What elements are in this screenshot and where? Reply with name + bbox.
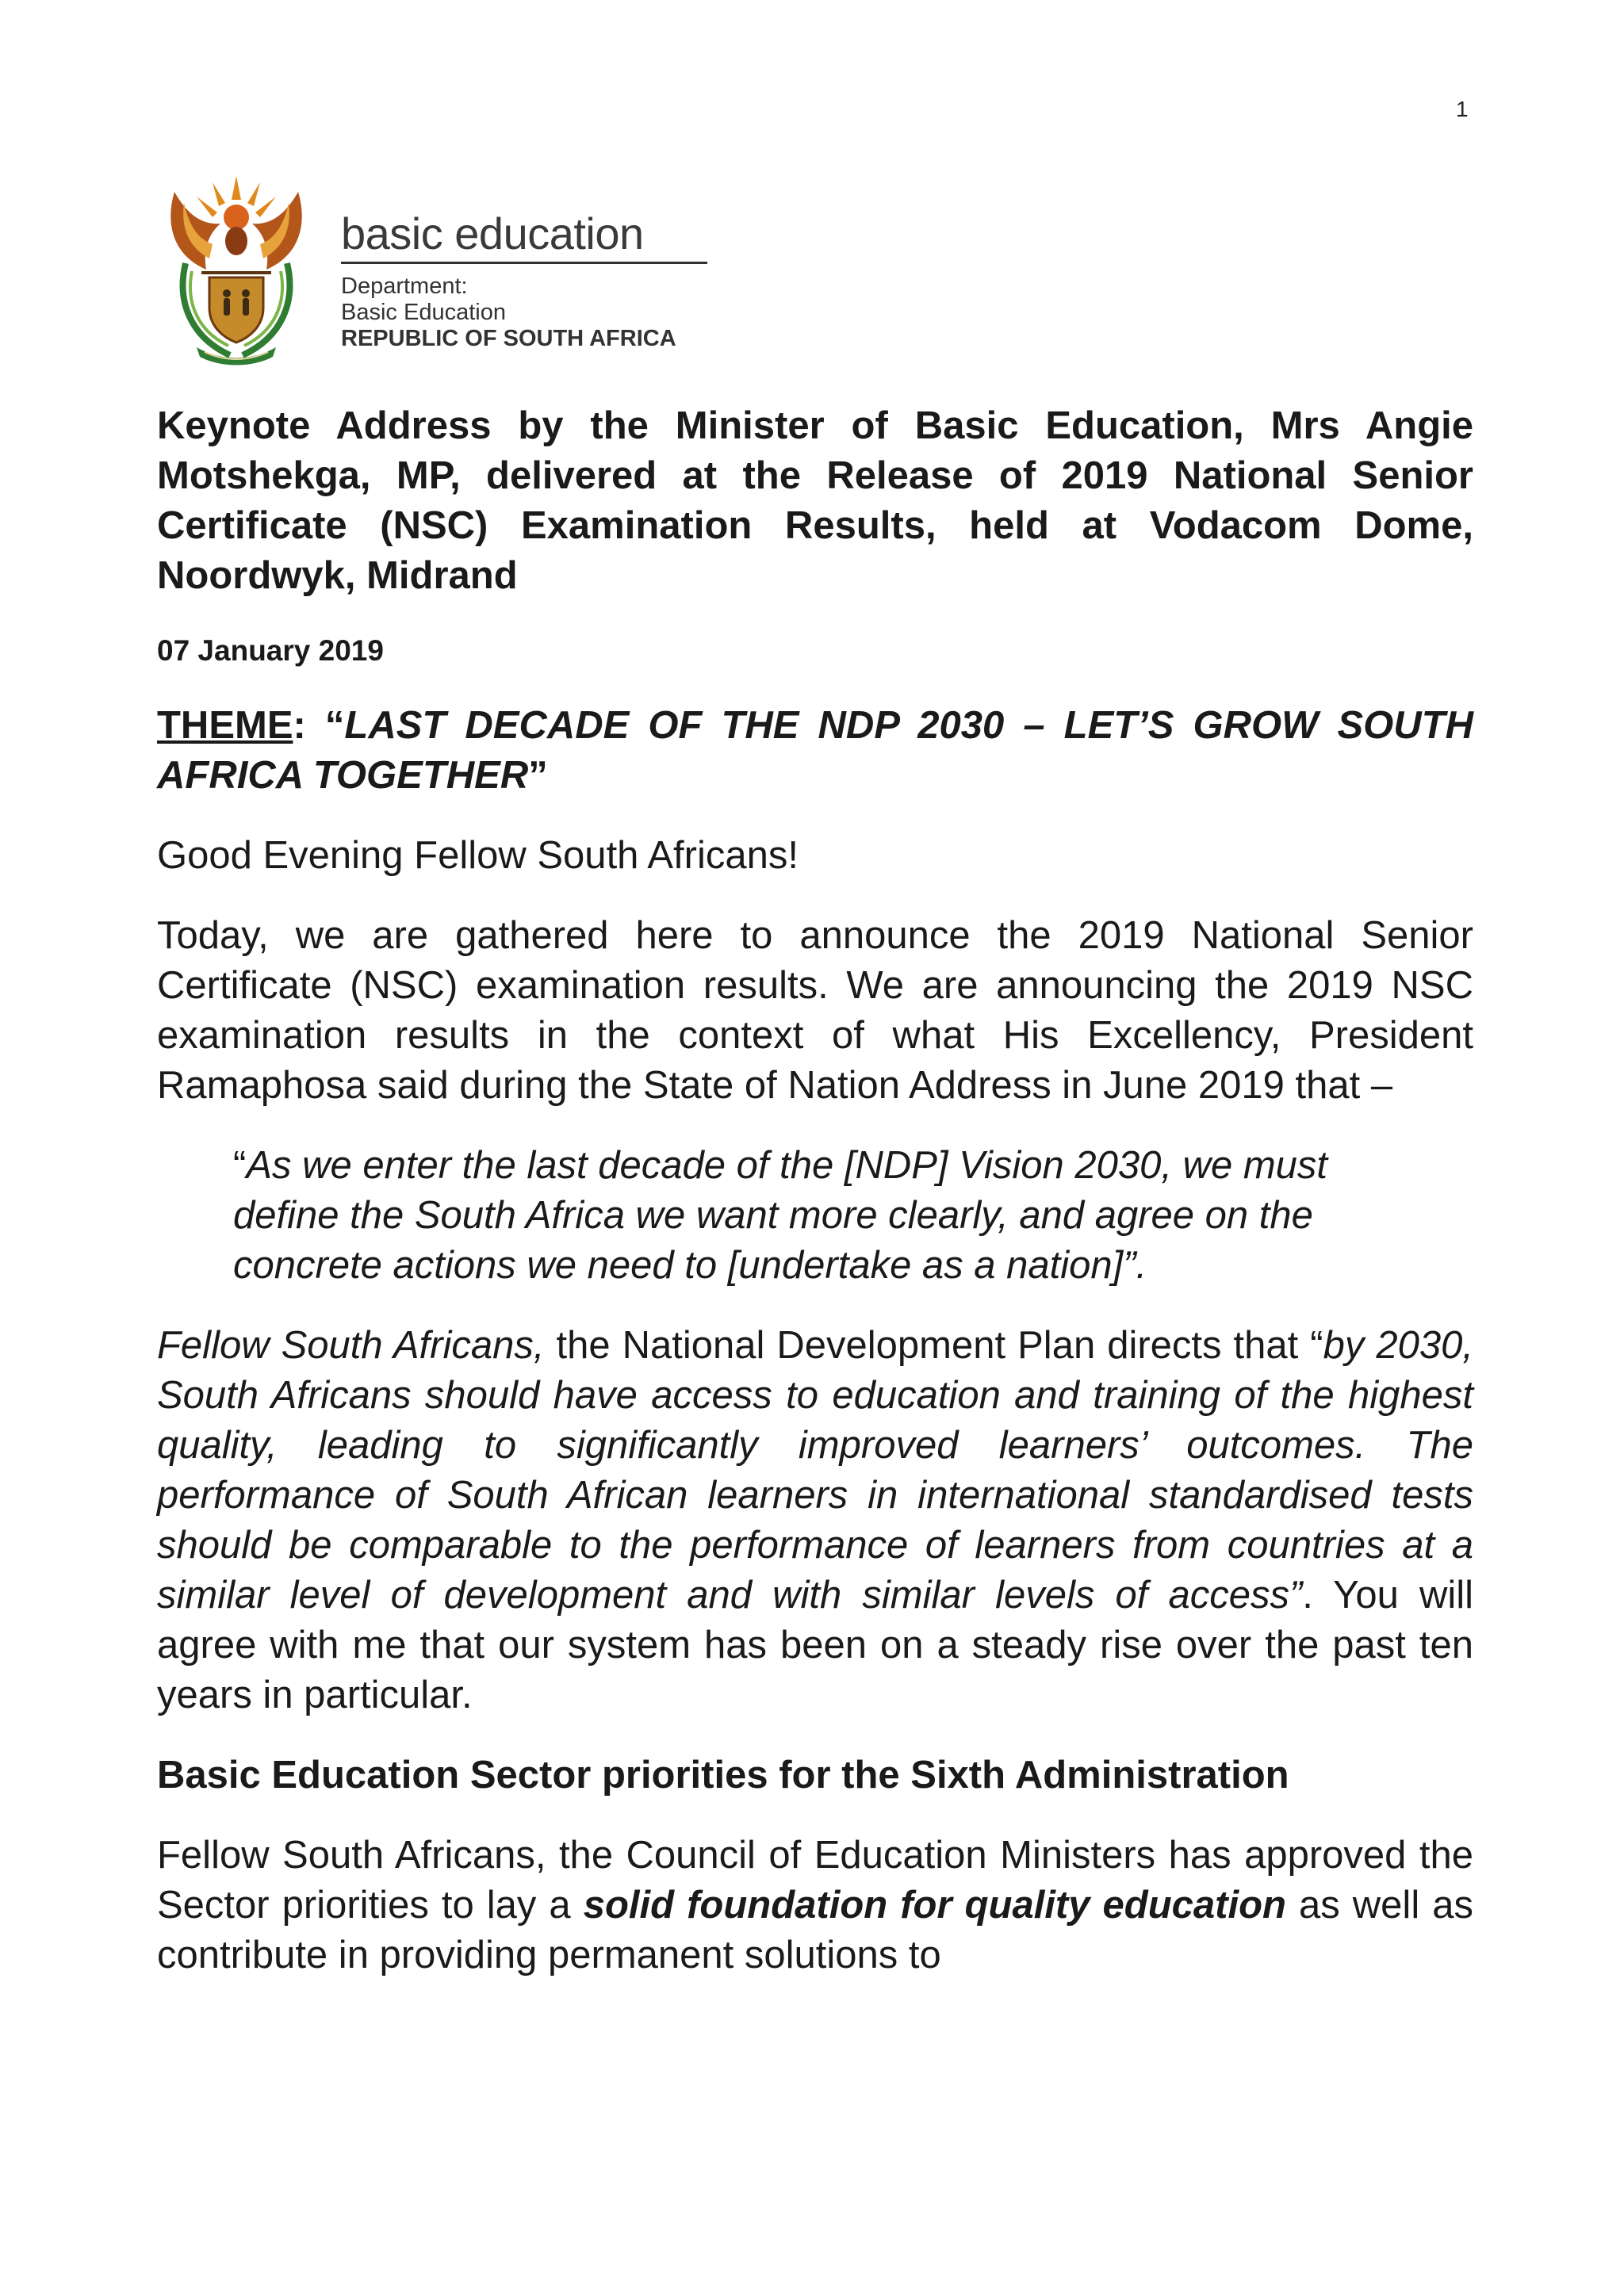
paragraph-intro: Today, we are gathered here to announce the 2019 National Senior Certificate (NSC) examination results. We are announcing the 2019 NSC examination results in the context of what His Excellency, President Ramaphosa said during the State of Nation Address in June 2019 that –	[157, 914, 1473, 1107]
section-heading-priorities: Basic Education Sector priorities for the Sixth Administration	[157, 1754, 1289, 1797]
logo-country: REPUBLIC OF SOUTH AFRICA	[341, 326, 676, 351]
quote-open-mark: “	[233, 1144, 247, 1187]
theme-label: THEME	[157, 704, 293, 747]
greeting: Good Evening Fellow South Africans!	[157, 834, 799, 877]
ndp-lead: Fellow South Africans,	[157, 1324, 545, 1367]
address-date: 07 January 2019	[157, 634, 384, 667]
president-quote	[233, 1141, 1423, 1291]
ndp-quote: by 2030, South Africans should have access to education and training of the highest quality, leading to significantly improved learners’ outcomes. The performance of South African learners in international standardised tests should be comparable to the performance of learners from countries at a similar level of development and with similar levels of access”	[157, 1324, 1473, 1617]
logo-department-label: Department:	[341, 274, 468, 299]
logo-divider	[341, 262, 707, 264]
page-number: 1	[1456, 97, 1469, 121]
ndp-tail: . You will agree with me that our system has been on a steady rise over the past ten years in particular.	[157, 1574, 1473, 1716]
priorities-emphasis: solid foundation for quality education	[583, 1884, 1286, 1927]
coat-of-arms-icon	[157, 168, 316, 366]
priorities-lead: Fellow South Africans, the Council of Education Ministers has approved the Sector priorities to lay a	[157, 1834, 1473, 1927]
document-body	[157, 401, 1473, 2011]
theme-text: LAST DECADE OF THE NDP 2030 – LET’S GROW SOUTH AFRICA TOGETHER	[157, 704, 1473, 797]
department-logo	[157, 168, 712, 366]
priorities-tail: as well as contribute in providing permanent solutions to	[157, 1884, 1473, 1976]
theme-colon: :	[293, 704, 325, 747]
address-title: Keynote Address by the Minister of Basic Education, Mrs Angie Motshekga, MP, delivered at the Release of 2019 National Senior Certificate (NSC) Examination Results, held at Vodacom Dome, Noordwyk, Midrand	[157, 404, 1473, 597]
theme-open-quote: “	[324, 704, 345, 747]
paragraph-ndp	[157, 1321, 1473, 1720]
quote-text: As we enter the last decade of the [NDP] Vision 2030, we must define the South Africa we want more clearly, and agree on the concrete actions we need to [undertake as a nation]”.	[233, 1144, 1328, 1287]
theme-close-quote: ”	[528, 754, 548, 797]
logo-title: basic education	[341, 209, 644, 258]
paragraph-priorities	[157, 1831, 1473, 1980]
ndp-mid: the National Development Plan directs that “	[544, 1324, 1323, 1367]
logo-department-name: Basic Education	[341, 300, 506, 325]
theme-line	[157, 701, 1473, 801]
